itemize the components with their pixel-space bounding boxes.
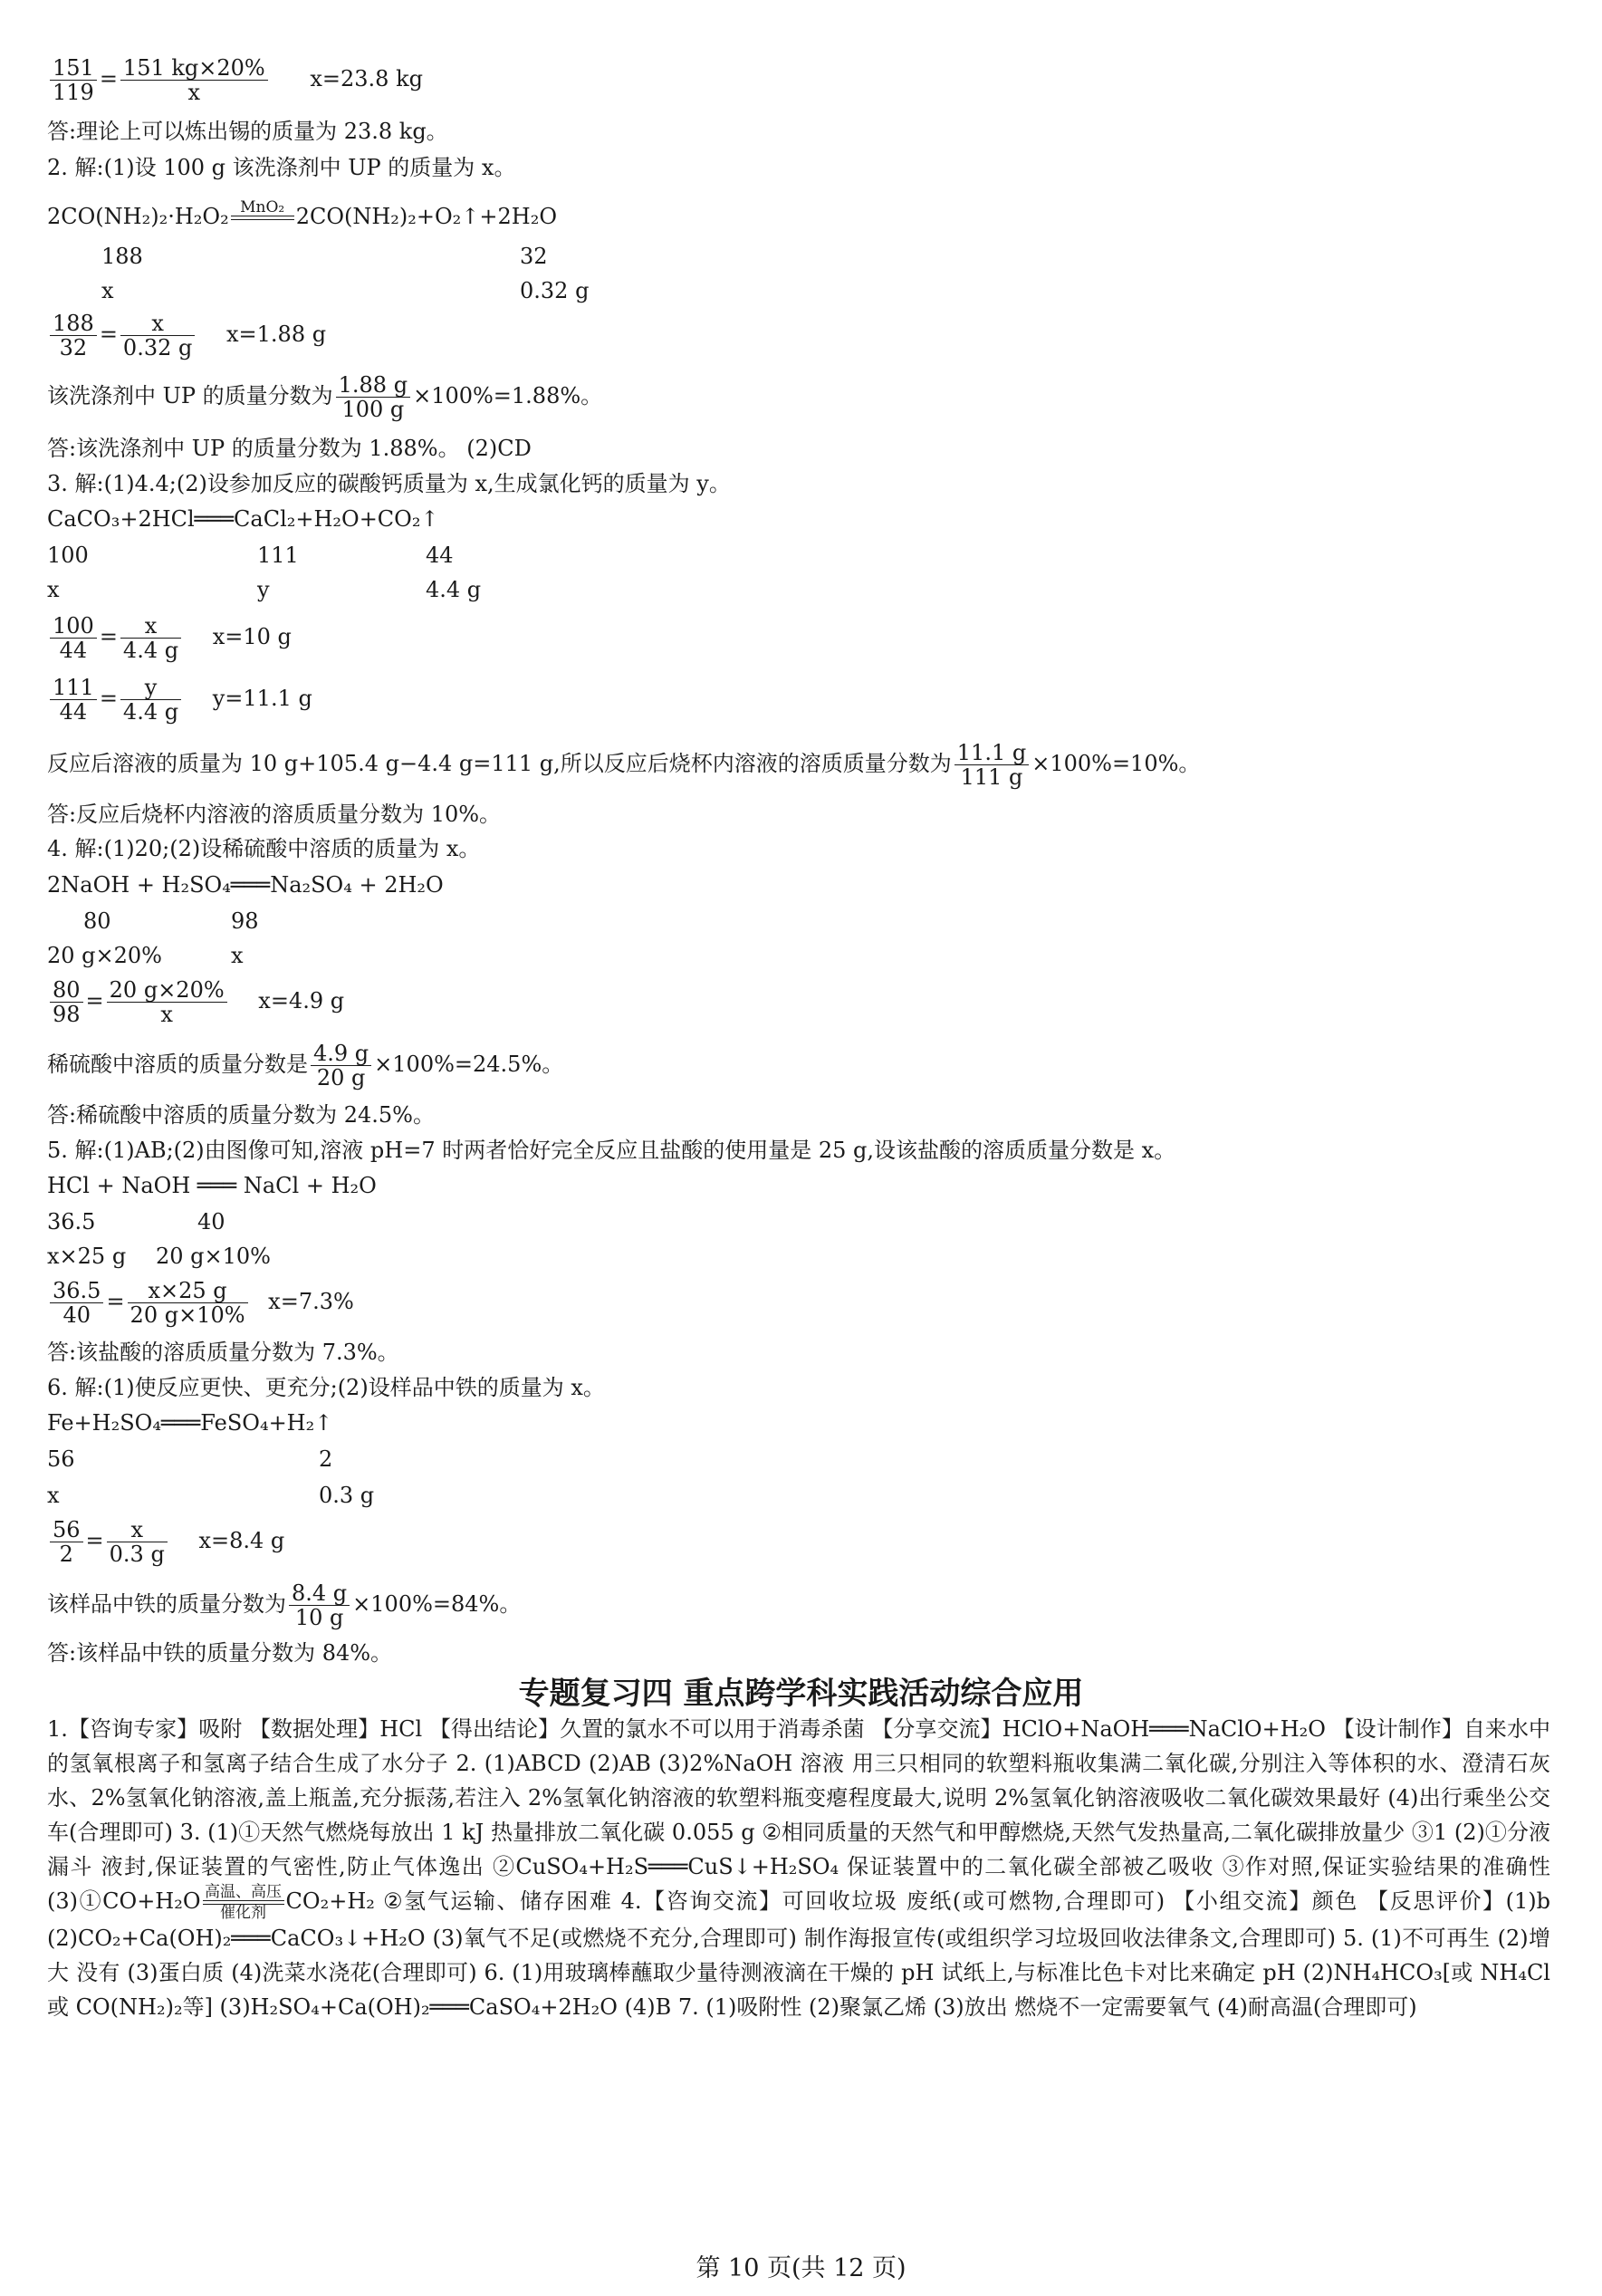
denominator: 32 [59,335,88,360]
products: 2CO(NH₂)₂+O₂↑+2H₂O [295,204,558,229]
denominator: 0.3 g [109,1542,165,1567]
numerator: 4.9 g [311,1042,371,1066]
result: x=10 g [212,624,292,649]
numerator: x [120,312,195,336]
quantity: x [231,943,244,968]
chemical-equation: 2NaOH + H₂SO₄═══Na₂SO₄ + 2H₂O [47,872,444,898]
question-intro: 5. 解:(1)AB;(2)由图像可知,溶液 pH=7 时两者恰好完全反应且盐酸的使用量是 25 g,设该盐酸的溶质质量分数是 x。 [47,1138,1176,1163]
answer-line: 答:反应后烧杯内溶液的溶质质量分数为 10%。 [47,802,502,827]
fraction [50,978,83,1026]
paragraph-part-b: CO₂+H₂ ②氢气运输、储存困难 4.【咨询交流】可回收垃圾 废纸(或可燃物,合理即可) 【小组交流】颜色 【反思评价】(1)b (2)CO₂+Ca(OH)₂═══CaCO₃↓+H₂O (3)氧气不足(或燃烧不充分,合理即可) 制作海报宣传(或组织学习垃圾回收法律条文,合理即可) 5. (1)不可再生 (2)增大 没有 (3)蛋白质 (4)洗菜水浇花(合理即可) 6. (1)用玻璃棒蘸取少量待测液滴在干燥的 pH 试纸上,与标准比色卡对比来确定 pH (2)NH₄HCO₃[或 NH₄Cl 或 CO(NH₂)₂等] (3)H₂SO₄+Ca(OH)₂═══CaSO₄+2H₂O (4)B 7. (1)吸附性 (2)聚氯乙烯 (3)放出 燃烧不一定需要氧气 (4)耐高温(合理即可) [47,1888,1551,2020]
denominator: 10 g [294,1605,344,1630]
denominator: 44 [59,699,88,725]
fraction-text: 该样品中铁的质量分数为 [47,1591,286,1617]
fraction [120,312,195,360]
numerator: 56 [50,1518,83,1542]
chemical-equation: Fe+H₂SO₄═══FeSO₄+H₂↑ [47,1410,333,1436]
fraction [120,56,268,104]
fraction [50,1518,83,1566]
fraction [50,614,97,662]
molar-mass: 44 [426,543,454,568]
ratio-line: $\frac{36.5}{40}$ = $\frac{x\times 25 g}{20 g\times 10\%}$ x=7.3% [47,1279,354,1327]
denominator: 44 [59,638,88,663]
result: x=1.88 g [226,322,327,347]
numerator: 188 [50,312,97,336]
quantity: 20 g×20% [47,943,162,968]
quantity: 4.4 g [426,577,482,602]
quantity: 0.32 g [520,278,590,303]
fraction [128,1279,248,1327]
fraction [311,1042,371,1090]
numerator: 8.4 g [289,1581,350,1606]
result: x=4.9 g [258,988,345,1014]
fraction [336,373,410,421]
molar-mass: 36.5 [47,1209,96,1234]
chemical-equation: HCl + NaOH ═══ NaCl + H₂O [47,1173,377,1198]
question-intro: 6. 解:(1)使反应更快、更充分;(2)设样品中铁的质量为 x。 [47,1375,605,1400]
numerator: 151 [50,56,97,81]
molar-mass: 100 [47,543,89,568]
fraction-line [47,373,602,421]
fraction-tail: ×100%=1.88%。 [413,383,603,408]
section-paragraph [47,1712,1550,2024]
catalyst-label: MnO₂ [240,198,285,216]
denominator: 20 g [316,1065,366,1090]
page-footer: 第 10 页(共 12 页) [695,2254,907,2282]
numerator: 80 [50,978,83,1003]
reaction-condition [203,1884,284,1921]
condition-bottom: 催化剂 [220,1904,267,1922]
paragraph-part-a: 1.【咨询专家】吸附 【数据处理】HCl 【得出结论】久置的氯水不可以用于消毒杀菌 【分享交流】HClO+NaOH═══NaClO+H₂O 【设计制作】自来水中的氢氧根离子和氢离子结合生成了水分子 2. (1)ABCD (2)AB (3)2%NaOH 溶液 用三只相同的软塑料瓶收集满二氧化碳,分别注入等体积的水、澄清石灰水、2%氢氧化钠溶液,盖上瓶盖,充分振荡,若注入 2%氢氧化钠溶液的软塑料瓶变瘪程度最大,说明 2%氢氧化钠溶液吸收二氧化碳效果最好 (4)出行乘坐公交车(合理即可) 3. (1)①天然气燃烧每放出 1 kJ 热量排放二氧化碳 0.055 g ②相同质量的天然气和甲醇燃烧,天然气发热量高,二氧化碳排放量少 ③1 (2)①分液漏斗 液封,保证装置的气密性,防止气体逸出 ②CuSO₄+H₂S═══CuS↓+H₂SO₄ 保证装置中的二氧化碳全部被乙吸收 ③作对照,保证实验结果的准确性 (3)①CO+H₂O [47,1716,1550,1914]
numerator: x [107,1518,168,1542]
quantity: x×25 g [47,1244,127,1269]
fraction-text: 稀硫酸中溶质的质量分数是 [47,1052,308,1077]
reaction-condition [231,199,294,236]
question-intro: 3. 解:(1)4.4;(2)设参加反应的碳酸钙质量为 x,生成氯化钙的质量为 y。 [47,471,731,496]
answer-line: 答:该洗涤剂中 UP 的质量分数为 1.88%。 (2)CD [47,436,532,461]
result: x=23.8 kg [310,66,423,91]
fraction [954,741,1029,789]
solution-line [47,741,1200,789]
numerator: x [120,614,181,639]
molar-mass: 188 [101,244,143,269]
fraction [50,56,97,104]
ratio-line: $\frac{188}{32}$ = $\frac{x}{0.32 g}$ x=1.88 g [47,312,326,360]
denominator: x [187,80,201,105]
denominator: 4.4 g [122,699,179,725]
fraction-tail: ×100%=84%。 [352,1591,522,1617]
ratio-line-tin: $\frac{151}{119}$ = $\frac{151 kg\times 20\%}{x}$ x=23.8 kg [47,56,423,104]
chemical-equation [47,199,557,236]
denominator: 0.32 g [122,335,193,360]
quantity: x [47,1483,60,1508]
fraction-line [47,1042,563,1090]
ratio-line: $\frac{56}{2}$ = $\frac{x}{0.3 g}$ x=8.4 g [47,1518,284,1566]
fraction-tail: ×100%=10%。 [1031,751,1201,776]
fraction-line [47,1581,521,1629]
denominator: 111 g [960,764,1023,790]
result: x=8.4 g [198,1528,285,1553]
numerator: 11.1 g [954,741,1029,765]
quantity: y [257,577,270,602]
molar-mass: 111 [257,543,299,568]
result: y=11.1 g [212,686,312,711]
question-intro: 2. 解:(1)设 100 g 该洗涤剂中 UP 的质量为 x。 [47,155,516,180]
quantity: 0.3 g [319,1483,375,1508]
fraction [107,978,227,1026]
fraction [50,676,97,724]
denominator: 2 [59,1542,73,1567]
fraction [120,614,181,662]
fraction [120,676,181,724]
numerator: x×25 g [128,1279,248,1303]
ratio-line: $\frac{111}{44}$ = $\frac{y}{4.4 g}$ y=11.1 g [47,676,312,724]
molar-mass: 98 [231,908,259,934]
denominator: 98 [53,1002,81,1027]
fraction-tail: ×100%=24.5%。 [374,1052,564,1077]
fraction [50,1279,103,1327]
molar-mass: 80 [83,908,111,934]
molar-mass: 40 [197,1209,225,1234]
answer-line: 答:该样品中铁的质量分数为 84%。 [47,1640,393,1666]
result: x=7.3% [268,1289,354,1314]
denominator: 20 g×10% [130,1302,245,1328]
fraction [107,1518,168,1566]
denominator: 119 [53,80,94,105]
answer-line: 答:该盐酸的溶质质量分数为 7.3%。 [47,1340,399,1365]
molar-mass: 32 [520,244,548,269]
reactants: 2CO(NH₂)₂·H₂O₂ [47,204,229,229]
quantity: x [47,577,60,602]
fraction [289,1581,350,1629]
answer-line: 答:理论上可以炼出锡的质量为 23.8 kg。 [47,119,448,144]
molar-mass: 56 [47,1446,75,1472]
numerator: 36.5 [50,1279,103,1303]
numerator: 20 g×20% [107,978,227,1003]
ratio-line: $\frac{100}{44}$ = $\frac{x}{4.4 g}$ x=10 g [47,614,292,662]
numerator: 100 [50,614,97,639]
quantity: x [101,278,114,303]
chemical-equation: CaCO₃+2HCl═══CaCl₂+H₂O+CO₂↑ [47,506,439,532]
section-title: 专题复习四 重点跨学科实践活动综合应用 [518,1676,1084,1712]
numerator: 111 [50,676,97,700]
denominator: 40 [62,1302,91,1328]
denominator: 4.4 g [122,638,179,663]
solution-text: 反应后溶液的质量为 10 g+105.4 g−4.4 g=111 g,所以反应后烧杯内溶液的溶质质量分数为 [47,751,952,776]
denominator: x [160,1002,173,1027]
ratio-line: $\frac{80}{98}$ = $\frac{20 g\times 20\%}{x}$ x=4.9 g [47,978,344,1026]
quantity: 20 g×10% [156,1244,271,1269]
numerator: 151 kg×20% [120,56,268,81]
fraction [50,312,97,360]
denominator: 100 g [341,397,405,422]
fraction-text: 该洗涤剂中 UP 的质量分数为 [47,383,333,408]
answer-line: 答:稀硫酸中溶质的质量分数为 24.5%。 [47,1102,435,1128]
condition-top: 高温、高压 [205,1883,283,1901]
numerator: 1.88 g [336,373,410,398]
numerator: y [120,676,181,700]
question-intro: 4. 解:(1)20;(2)设稀硫酸中溶质的质量为 x。 [47,836,481,861]
molar-mass: 2 [319,1446,333,1472]
